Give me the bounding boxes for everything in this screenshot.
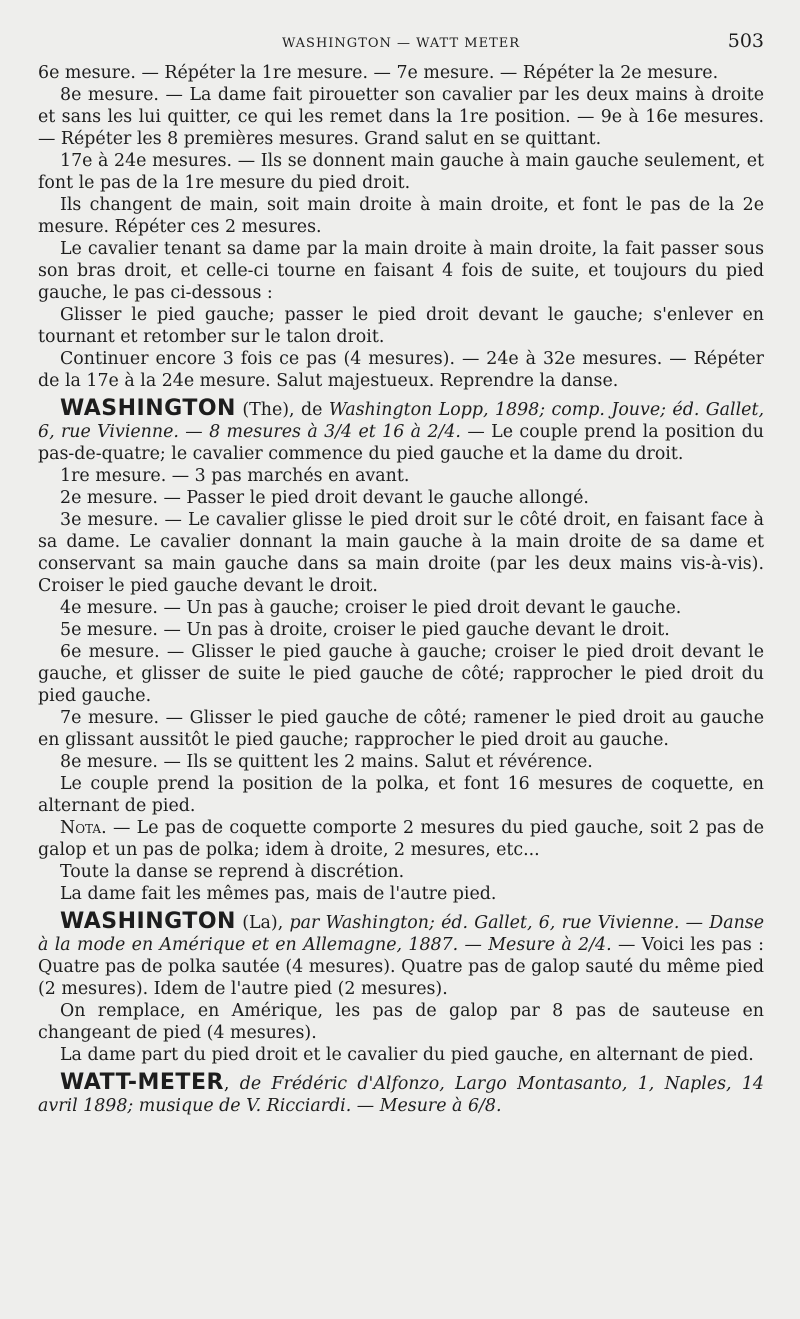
paragraph: Le cavalier tenant sa dame par la main droite à main droite, la fait passer sous son bras droit, et celle-ci tourne en faisant 4 fois de suite, et toujours du pied gauche, le pas ci-dessous : — [38, 239, 764, 303]
step-item: 5e mesure. — Un pas à droite, croiser le pied gauche devant le droit. — [60, 620, 670, 640]
paragraph: 6e mesure. — Répéter la 1re mesure. — 7e mesure. — Répéter la 2e mesure. — [38, 63, 719, 83]
page-body — [38, 62, 764, 1117]
entry-text: — Le couple prend la position du pas-de-quatre; le cavalier commence du pied gauche et la dame du droit. — [38, 422, 764, 464]
step-item: 4e mesure. — Un pas à gauche; croiser le pied droit devant le gauche. — [60, 598, 682, 618]
paragraph: 17e à 24e mesures. — Ils se donnent main gauche à main gauche seulement, et font le pas de la 1re mesure du pied droit. — [38, 151, 764, 193]
step-item: 1re mesure. — 3 pas marchés en avant. — [60, 466, 410, 486]
nota-paragraph — [38, 817, 764, 861]
paragraph: La dame part du pied droit et le cavalier du pied gauche, en alternant de pied. — [60, 1045, 754, 1065]
entry-title-rest: (La), — [235, 913, 290, 933]
paragraph: On remplace, en Amérique, les pas de galop par 8 pas de sauteuse en changeant de pied (4 mesures). — [38, 1001, 764, 1043]
entry-title: WASHINGTON — [60, 909, 236, 934]
nota-label: Nota. — [60, 818, 107, 838]
entry-title: WATT-METER — [60, 1070, 224, 1095]
paragraph: Toute la danse se reprend à discrétion. — [60, 862, 405, 882]
paragraph: Glisser le pied gauche; passer le pied droit devant le gauche; s'enlever en tournant et retomber sur le talon droit. — [38, 305, 764, 347]
page-number: 503 — [727, 30, 764, 52]
step-item: Le couple prend la position de la polka, et font 16 mesures de coquette, en alternant de pied. — [38, 774, 764, 816]
entry-source: de Frédéric d'Alfonzo, Largo Montasanto, 1, Naples, 14 avril 1898; musique de V. Ricciardi. — Mesure à 6/8. — [38, 1074, 764, 1116]
dictionary-entry-washington-la — [38, 911, 764, 1000]
dictionary-entry-washington-the — [38, 398, 764, 465]
step-item: 6e mesure. — Glisser le pied gauche à gauche; croiser le pied droit devant le gauche, et glisser de suite le pied gauche de côté; rapprocher le pied droit du pied gauche. — [38, 642, 764, 706]
entry-title-rest: (The), de — [235, 400, 329, 420]
entry-title: WASHINGTON — [60, 396, 236, 421]
running-head: WASHINGTON — WATT METER — [281, 36, 521, 51]
nota-text: — Le pas de coquette comporte 2 mesures du pied gauche, soit 2 pas de galop et un pas de polka; idem à droite, 2 mesures, etc... — [38, 818, 764, 860]
page-header — [38, 32, 764, 62]
paragraph: Ils changent de main, soit main droite à main droite, et font le pas de la 2e mesure. Répéter ces 2 mesures. — [38, 195, 764, 237]
step-item: 2e mesure. — Passer le pied droit devant le gauche allongé. — [60, 488, 589, 508]
paragraph: La dame fait les mêmes pas, mais de l'autre pied. — [60, 884, 497, 904]
entry-title-rest: , — [223, 1074, 240, 1094]
entry-text: — Voici les pas : Quatre pas de polka sautée (4 mesures). Quatre pas de galop sauté du même pied (2 mesures). Idem de l'autre pied (2 mesures). — [38, 935, 765, 999]
step-item: 3e mesure. — Le cavalier glisse le pied droit sur le côté droit, en faisant face à sa dame. Le cavalier donnant la main gauche à la main droite de sa dame et conservant sa main gauche dans sa main droite (par les deux mains vis-à-vis). Croiser le pied gauche devant le droit. — [38, 510, 764, 596]
entry-source: Washington Lopp, 1898; comp. Jouve; éd. Gallet, 6, rue Vivienne. — 8 mesures à 3/4 et 16 à 2/4. — [38, 400, 764, 442]
entry-source: par Washington; éd. Gallet, 6, rue Vivienne. — Danse à la mode en Amérique et en Allemagne, 1887. — Mesure à 2/4. — [38, 913, 764, 955]
paragraph: Continuer encore 3 fois ce pas (4 mesures). — 24e à 32e mesures. — Répéter de la 17e à la 24e mesure. Salut majestueux. Reprendre la danse. — [38, 349, 764, 391]
dictionary-entry-watt-meter — [38, 1072, 764, 1117]
paragraph: 8e mesure. — La dame fait pirouetter son cavalier par les deux mains à droite et sans les lui quitter, ce qui les remet dans la 1re position. — 9e à 16e mesures. — Répéter les 8 premières mesures. Grand salut en se quittant. — [38, 85, 764, 149]
step-item: 8e mesure. — Ils se quittent les 2 mains. Salut et révérence. — [60, 752, 593, 772]
step-item: 7e mesure. — Glisser le pied gauche de côté; ramener le pied droit au gauche en glissant aussitôt le pied gauche; rapprocher le pied droit au gauche. — [38, 708, 764, 750]
